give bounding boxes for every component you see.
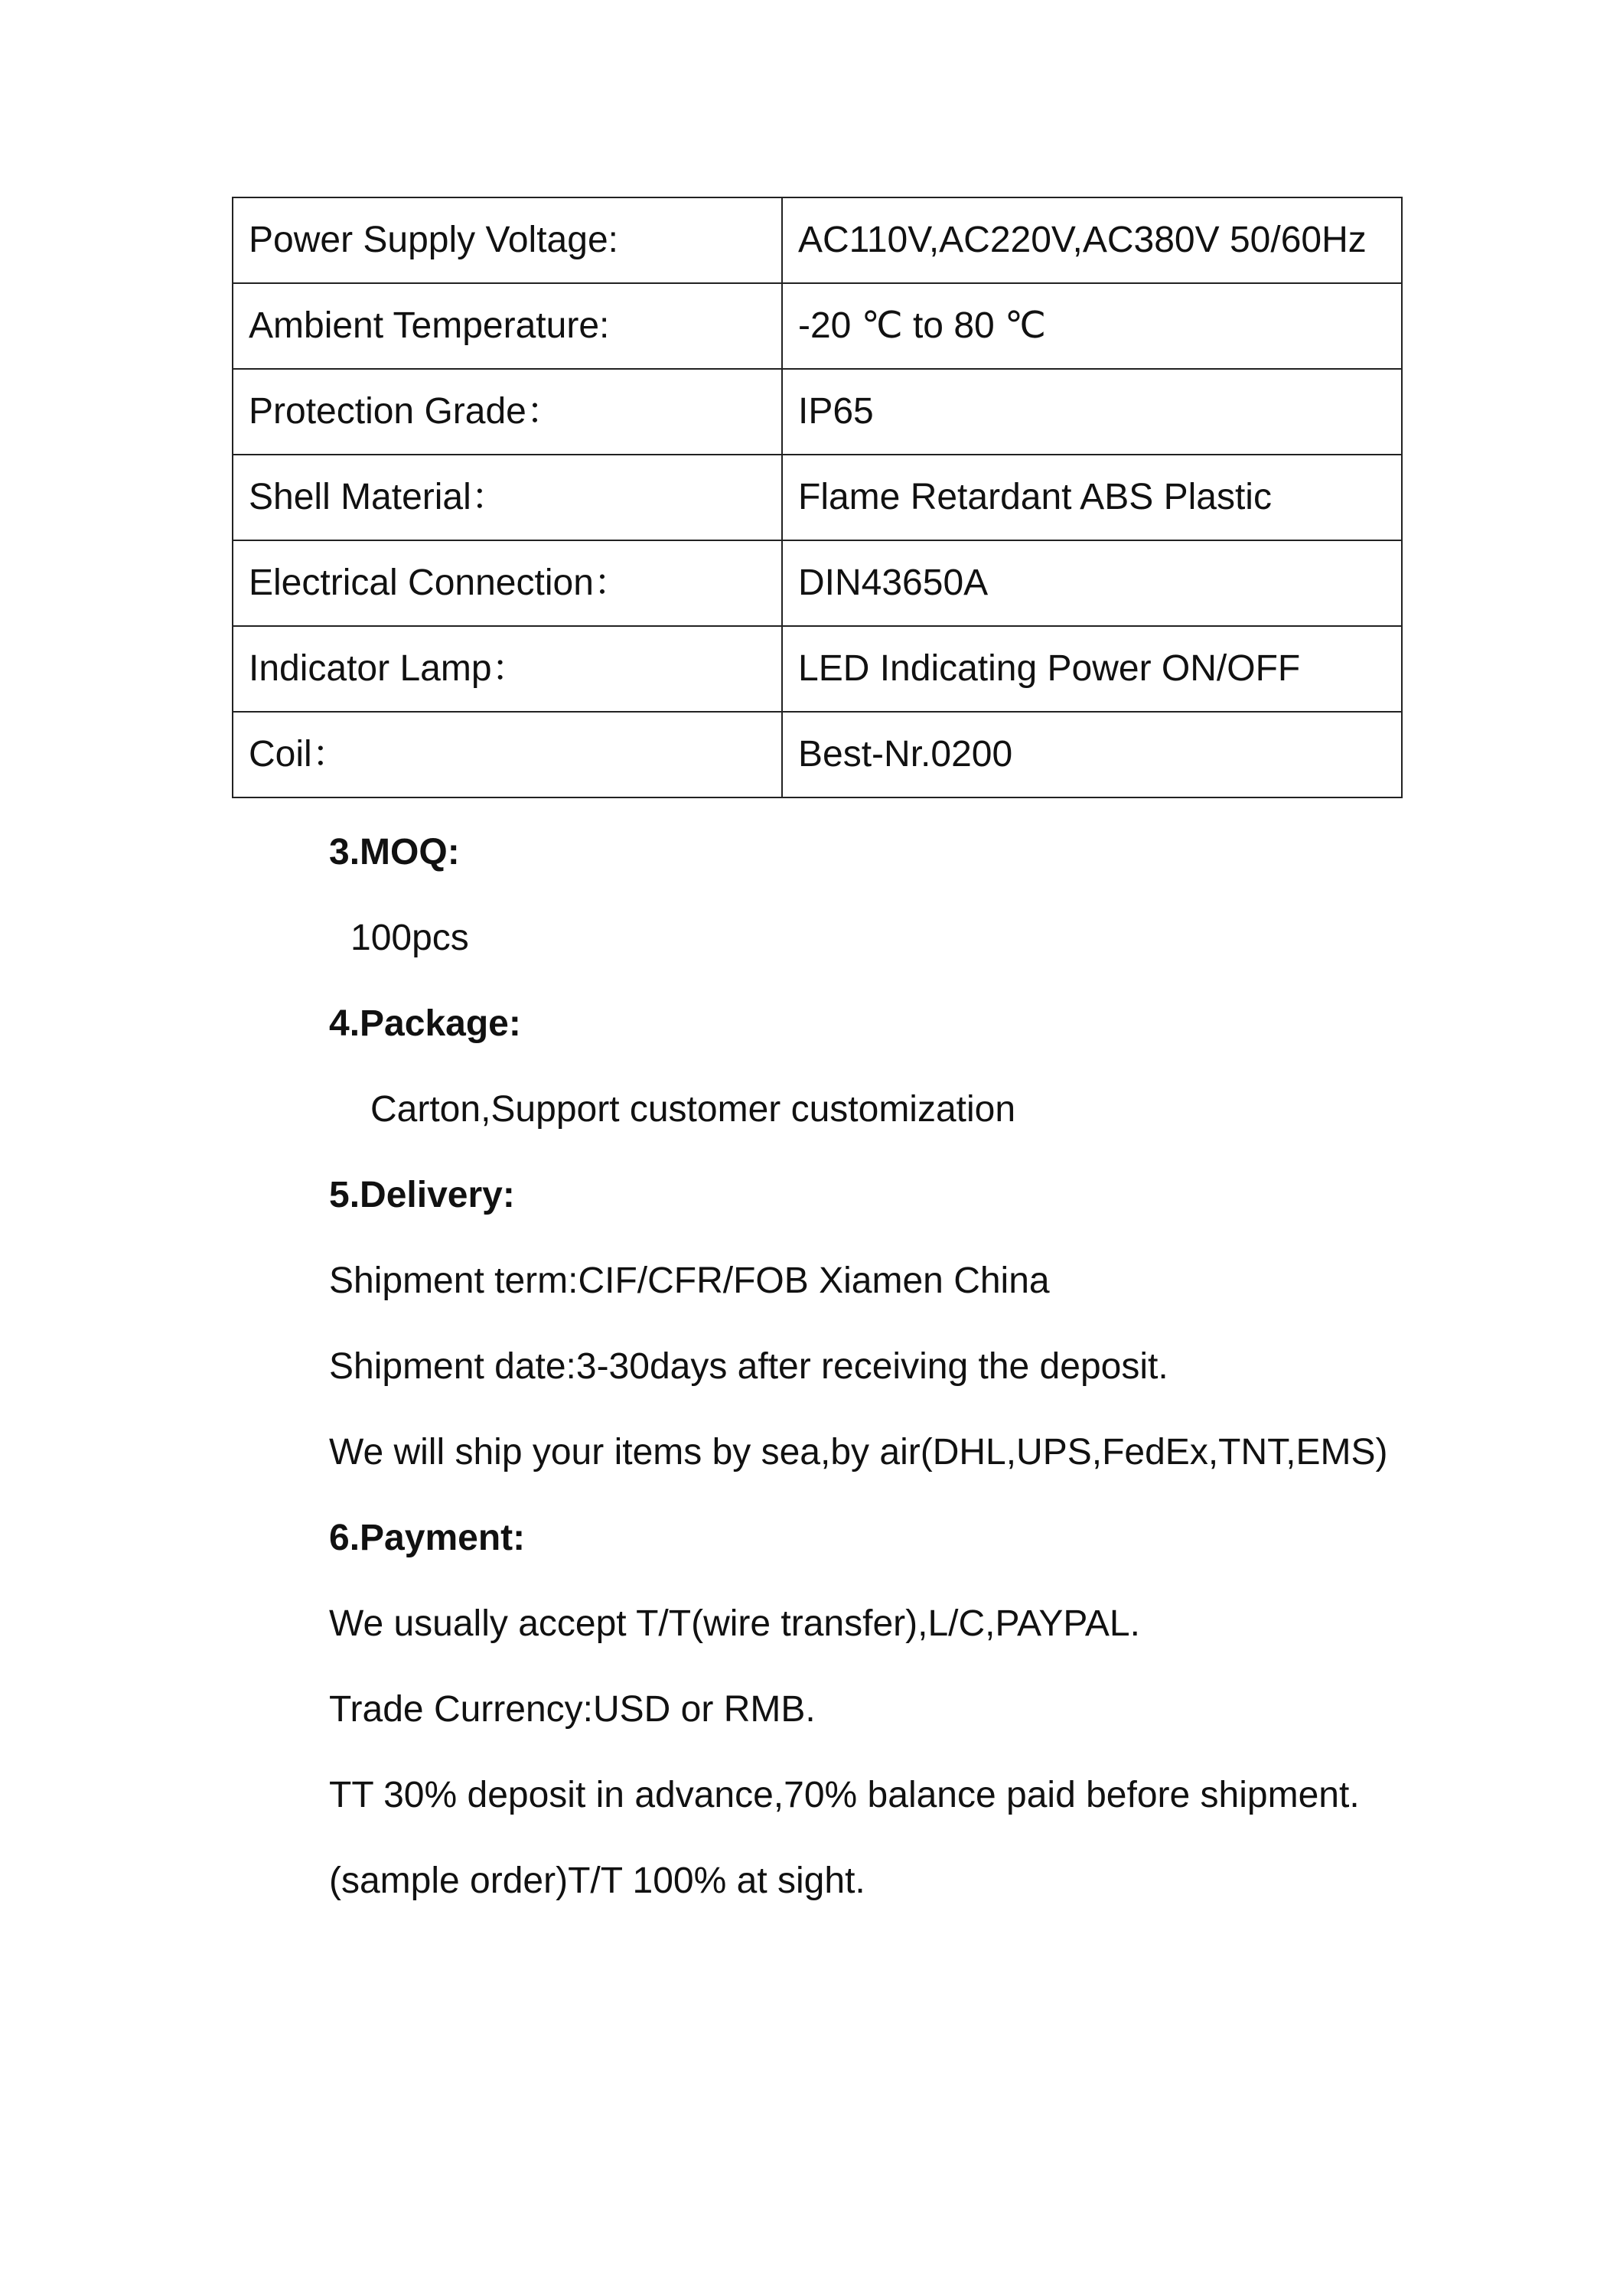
payment-line: TT 30% deposit in advance,70% balance paid before shipment. bbox=[329, 1775, 1360, 1815]
moq-heading: 3.MOQ: bbox=[329, 832, 460, 872]
spec-label: Protection Grade： bbox=[233, 369, 782, 455]
spec-value: IP65 bbox=[782, 369, 1402, 455]
spec-value: DIN43650A bbox=[782, 540, 1402, 626]
spec-value: -20 ℃ to 80 ℃ bbox=[782, 283, 1402, 369]
spec-label: Shell Material： bbox=[233, 455, 782, 540]
spec-label: Indicator Lamp： bbox=[233, 626, 782, 712]
spec-value: AC110V,AC220V,AC380V 50/60Hz bbox=[782, 197, 1402, 283]
table-row bbox=[233, 626, 1402, 712]
table-row bbox=[233, 283, 1402, 369]
table-row bbox=[233, 540, 1402, 626]
table-row bbox=[233, 369, 1402, 455]
spec-label: Electrical Connection： bbox=[233, 540, 782, 626]
delivery-line: Shipment term:CIF/CFR/FOB Xiamen China bbox=[329, 1261, 1050, 1301]
table-row bbox=[233, 455, 1402, 540]
moq-text: 100pcs bbox=[350, 918, 469, 958]
spec-value: Best-Nr.0200 bbox=[782, 712, 1402, 797]
delivery-line: Shipment date:3-30days after receiving the deposit. bbox=[329, 1346, 1168, 1387]
spec-label: Ambient Temperature: bbox=[233, 283, 782, 369]
spec-table bbox=[232, 197, 1403, 798]
payment-heading: 6.Payment: bbox=[329, 1518, 526, 1558]
spec-label: Power Supply Voltage: bbox=[233, 197, 782, 283]
payment-line: We usually accept T/T(wire transfer),L/C,PAYPAL. bbox=[329, 1603, 1140, 1644]
table-row bbox=[233, 712, 1402, 797]
package-text: Carton,Support customer customization bbox=[370, 1089, 1016, 1130]
package-heading: 4.Package: bbox=[329, 1003, 521, 1044]
delivery-line: We will ship your items by sea,by air(DHL,UPS,FedEx,TNT,EMS) bbox=[329, 1432, 1388, 1473]
delivery-heading: 5.Delivery: bbox=[329, 1175, 515, 1215]
payment-line: Trade Currency:USD or RMB. bbox=[329, 1689, 816, 1730]
spec-value: Flame Retardant ABS Plastic bbox=[782, 455, 1402, 540]
spec-value: LED Indicating Power ON/OFF bbox=[782, 626, 1402, 712]
table-row bbox=[233, 197, 1402, 283]
payment-line: (sample order)T/T 100% at sight. bbox=[329, 1861, 865, 1901]
spec-label: Coil： bbox=[233, 712, 782, 797]
